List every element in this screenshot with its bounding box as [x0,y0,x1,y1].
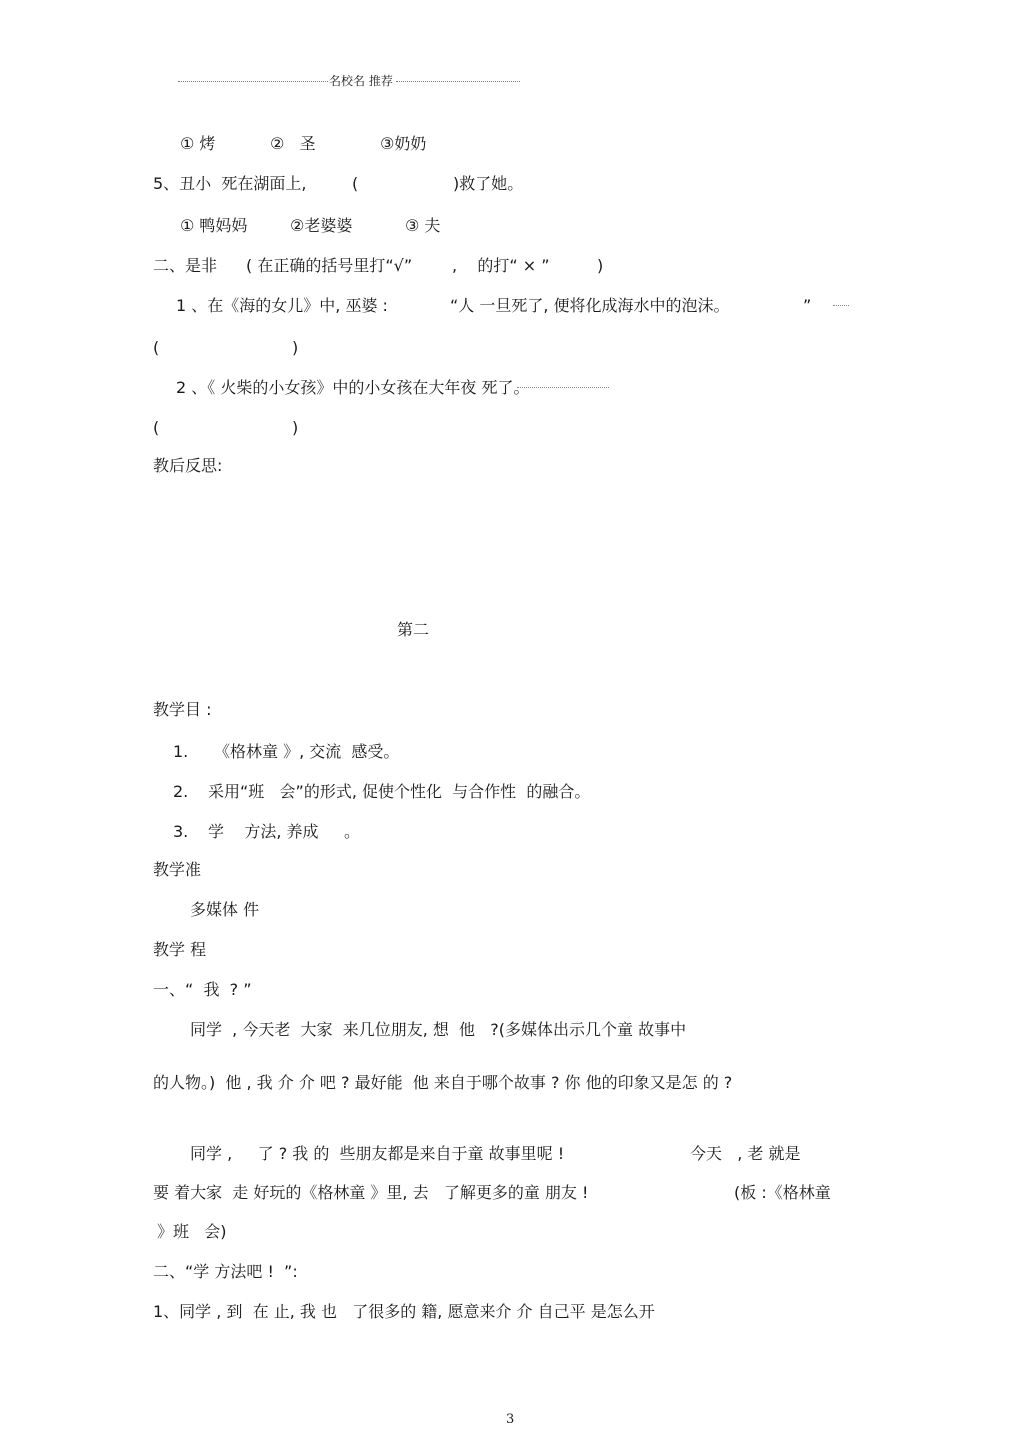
blackboard-note-end: 》班 会) [157,1222,227,1241]
part1-paragraph2-line1: 同学 , 了 ? 我 的 些朋友都是来自于童 故事里呢 ! [190,1144,565,1163]
part1-paragraph2-line2: 要 着大家 走 好玩的《格林童 》里, 去 了解更多的童 朋友 ! [153,1183,589,1202]
teaching-reflection-label: 教后反思: [153,456,223,475]
section2-instruction-cont: , 的打“ × ” [452,256,550,275]
goal-3-number: 3. [173,822,189,841]
part2-paragraph-line1: 1、同学 , 到 在 止, 我 也 了很多的 籍, 愿意来介 介 自己平 是怎么开 [153,1302,655,1321]
preparation-heading: 教学准 [153,860,202,879]
q4-option-2: ② 圣 [270,134,316,153]
goals-heading: 教学目 : [153,700,212,719]
header-rule-left [178,81,328,82]
part1-paragraph-line2: 的人物。) 他 , 我 介 介 吧 ? 最好能 他 来自于哪个故事 ? 你 他的印象又是怎 的 ? [153,1073,733,1092]
lesson-title: 第二 [397,620,430,639]
header-rule-right [396,81,520,82]
section2-instruction-close: ) [597,256,604,275]
part1-heading: 一、“ 我 ? ” [153,980,252,999]
q5-blank-open: ( [352,174,359,193]
q4-option-3: ③奶奶 [380,134,427,153]
q5-option-2: ②老婆婆 [290,216,353,235]
tf2-leader-dots [517,387,609,388]
tf1-stem: 1 、在《海的女儿》中, 巫婆 : [176,296,388,315]
tf1-paren-open: ( [153,338,160,357]
header-label: 名校名 推荐 [329,74,393,88]
section2-heading: 二、是非 [153,256,218,275]
part1-paragraph-line1: 同学 , 今天老 大家 来几位朋友, 想 他 ?(多媒体出示几个童 故事中 [190,1020,687,1039]
q5-option-3: ③ 夫 [405,216,441,235]
part1-paragraph2-line1-end: 今天 , 老 就是 [690,1144,801,1163]
section2-instruction: ( 在正确的括号里打“√” [246,256,413,275]
q5-option-1: ① 鸭妈妈 [180,216,248,235]
q5-stem-end: )救了她。 [453,174,524,193]
blackboard-note: (板 :《格林童 [734,1183,831,1202]
q5-stem: 5、丑小 死在湖面上, [153,174,307,193]
process-heading: 教学 程 [153,940,207,959]
goal-2-number: 2. [173,782,189,801]
goal-1-number: 1. [173,742,189,761]
tf1-paren-close: ) [292,338,299,357]
tf2-stem: 2 、《 火柴的小女孩》中的小女孩在大年夜 死了。 [176,378,530,397]
tf2-paren-close: ) [292,418,299,437]
tf1-leader-dots [833,305,849,306]
preparation-text: 多媒体 件 [190,900,260,919]
goal-3-text: 学 方法, 养成 。 [208,822,360,841]
tf1-quote-close: ” [803,296,812,315]
goal-2-text: 采用“班 会”的形式, 促使个性化 与合作性 的融合。 [208,782,591,801]
running-header [178,74,520,88]
tf2-paren-open: ( [153,418,160,437]
goal-1-text: 《格林童 》, 交流 感受。 [214,742,400,761]
part2-heading: 二、“学 方法吧 ! ”: [153,1262,298,1281]
tf1-quote: “人 一旦死了, 便将化成海水中的泡沫。 [450,296,730,315]
q4-option-1: ① 烤 [180,134,216,153]
page-number: 3 [506,1412,515,1427]
